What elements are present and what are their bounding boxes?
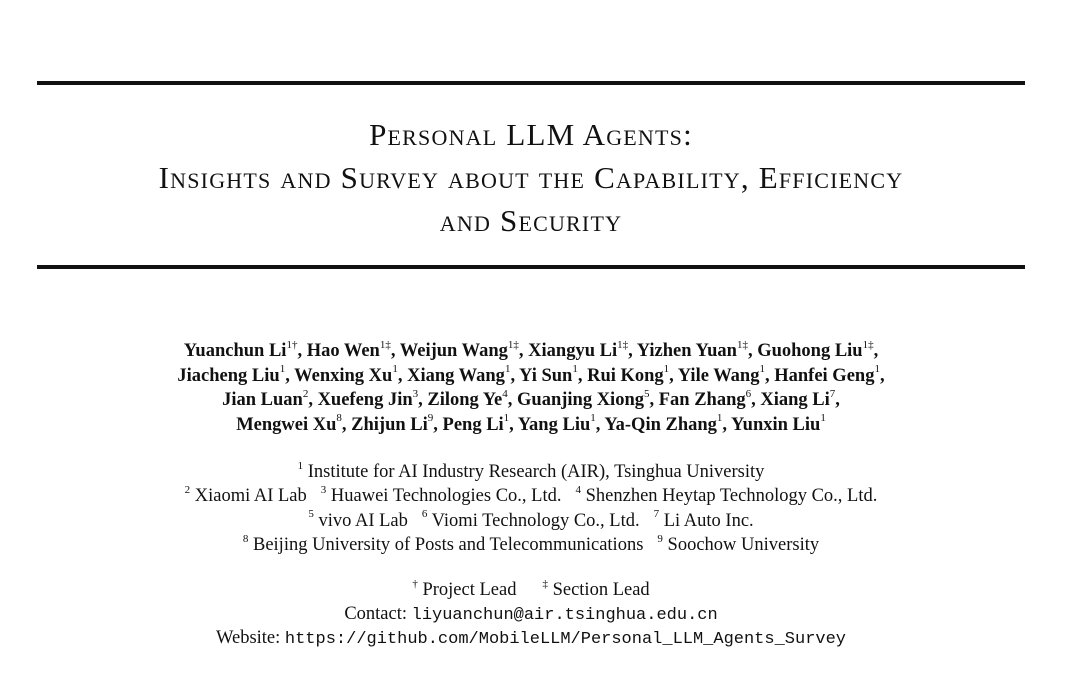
- affiliation: [321, 486, 562, 506]
- role-mark: †: [412, 577, 418, 590]
- author: [517, 412, 596, 435]
- author-affiliation-mark: 1: [392, 363, 398, 376]
- role-note: [412, 577, 517, 600]
- author-affiliation-mark: 2: [302, 387, 309, 400]
- affiliation: [308, 508, 408, 531]
- author: [351, 412, 434, 435]
- author-affiliation-mark: 4: [502, 387, 508, 400]
- author-affiliation-mark: 1‡: [736, 338, 748, 351]
- author-affiliation-mark: 1: [279, 363, 286, 376]
- author: [442, 412, 510, 435]
- footnotes: [37, 579, 1025, 652]
- author-name: Guanjing Xiong: [517, 390, 644, 410]
- title-line: Personal LLM Agents:: [369, 117, 693, 152]
- author-affiliation-mark: 5: [644, 387, 650, 400]
- role-note: [542, 577, 650, 600]
- title-line: Insights and Survey about the Capability, Efficiency: [158, 160, 904, 195]
- role-label: Section Lead: [552, 580, 650, 600]
- author: [517, 387, 650, 410]
- author-line: Mengwei Xu$^8$, Zhijun Li$^9$, Peng Li$^1$, Yang Liu$^1$, Ya-Qin Zhang$^1$, Yunxin Liu$^1$: [236, 412, 826, 435]
- author: [519, 363, 578, 386]
- website-label: Website:: [216, 628, 281, 648]
- author: [760, 387, 836, 410]
- top-rule: [37, 81, 1025, 85]
- affiliation-name: Xiaomi AI Lab: [194, 486, 307, 507]
- author: [774, 363, 880, 386]
- affiliation-mark: 6: [421, 508, 428, 521]
- author: [677, 363, 765, 386]
- author-name: Yunxin Liu: [731, 414, 821, 435]
- affiliation-mark: 3: [320, 484, 327, 497]
- role-legend: [37, 579, 1025, 603]
- author: [427, 387, 508, 410]
- affiliation: [297, 459, 765, 482]
- affiliation-name: Shenzhen Heytap Technology Co., Ltd.: [585, 486, 878, 507]
- author: [587, 363, 670, 386]
- affiliation-line: [37, 484, 1025, 508]
- author-affiliation-mark: 1‡: [507, 338, 519, 351]
- author-name: Fan Zhang: [658, 390, 746, 410]
- author-affiliation-mark: 1: [504, 363, 511, 376]
- affiliation-mark: 4: [575, 484, 581, 497]
- author-line: Jiacheng Liu$^1$, Wenxing Xu$^1$, Xiang Wang$^1$, Yi Sun$^1$, Rui Kong$^1$, Yile Wang$^1$, Hanfei Geng$^1$,: [177, 363, 885, 386]
- author-affiliation-mark: 1‡: [617, 338, 629, 351]
- author: [636, 338, 748, 361]
- author-affiliation-mark: 1‡: [862, 338, 874, 351]
- author-list: [37, 339, 1025, 437]
- author-affiliation-mark: 7: [829, 387, 836, 400]
- bottom-rule: [37, 265, 1025, 269]
- author-affiliation-mark: 1‡: [379, 338, 391, 351]
- website-line: [37, 627, 1025, 652]
- paper-title: [37, 113, 1025, 242]
- author-name: Jian Luan: [222, 390, 303, 410]
- author-name: Mengwei Xu: [236, 414, 337, 435]
- affiliation-line: [37, 460, 1025, 484]
- affiliation-name: Soochow University: [667, 534, 820, 555]
- author-name: Peng Li: [442, 414, 504, 435]
- author-name: Zilong Ye: [427, 390, 503, 410]
- role-label: Project Lead: [422, 580, 517, 600]
- author-name: Hao Wen: [306, 341, 380, 361]
- author-name: Weijun Wang: [399, 341, 508, 361]
- author-name: Ya-Qin Zhang: [604, 414, 717, 435]
- author: [757, 338, 874, 361]
- author-affiliation-mark: 1: [874, 363, 880, 376]
- affiliation: [242, 532, 644, 555]
- author: [183, 338, 298, 361]
- author-name: Rui Kong: [587, 365, 664, 386]
- author: [528, 338, 629, 361]
- author-affiliation-mark: 1: [759, 363, 765, 376]
- author-line: Jian Luan$^2$, Xuefeng Jin$^3$, Zilong Ye$^4$, Guanjing Xiong$^5$, Fan Zhang$^6$, Xiang Li$^7$,: [222, 387, 840, 410]
- author-affiliation-mark: 1†: [286, 338, 298, 351]
- author-name: Hanfei Geng: [774, 365, 875, 386]
- author-line: Yuanchun $Li^{1\dagger}$, Hao Wen$^{1\ddagger}$, Weijun Wang$^{1\ddagger}$, Xiangyu $Li^{1\ddagger}$, Yizhen Yuan$^{1\ddagger}$, Guohong Liu$^{1\ddagger}$,: [183, 338, 879, 361]
- affiliation-name: Viomi Technology Co., Ltd.: [431, 510, 640, 531]
- author: [294, 363, 398, 386]
- author-affiliation-mark: 6: [745, 387, 752, 400]
- author: [604, 412, 723, 435]
- author-name: Xiang Wang: [407, 365, 505, 386]
- author-name: Yi Sun: [519, 365, 573, 386]
- author: [658, 387, 752, 410]
- author-affiliation-mark: 1: [820, 412, 826, 425]
- author-affiliation-mark: 1: [572, 363, 578, 376]
- affiliation: [421, 508, 640, 531]
- author: [317, 387, 419, 410]
- author-affiliation-mark: 1: [590, 412, 596, 425]
- affiliation-list: [37, 460, 1025, 557]
- author-name: Guohong Liu: [757, 341, 863, 361]
- affiliation-name: Beijing University of Posts and Telecommunications: [252, 534, 644, 555]
- affiliation: [657, 532, 820, 555]
- author-affiliation-mark: 1: [503, 412, 510, 425]
- author: [177, 363, 286, 386]
- website-url-link[interactable]: https://github.com/MobileLLM/Personal_LLM_Agents_Survey: [284, 630, 846, 649]
- contact-email-link[interactable]: liyuanchun@air.tsinghua.edu.cn: [411, 605, 718, 625]
- author-affiliation-mark: 3: [412, 387, 419, 400]
- affiliation-mark: 5: [308, 508, 314, 521]
- affiliation: [576, 486, 878, 506]
- author: [731, 412, 826, 435]
- affiliation-name: Li Auto Inc.: [663, 510, 754, 531]
- affiliation-name: Huawei Technologies Co., Ltd.: [330, 486, 562, 507]
- affiliation-mark: 2: [184, 484, 191, 497]
- author-name: Yang Liu: [517, 414, 591, 435]
- affiliation: [185, 486, 307, 506]
- author: [222, 387, 309, 410]
- affiliation-line: [37, 509, 1025, 533]
- author-name: Wenxing Xu: [294, 365, 393, 386]
- author: [399, 338, 519, 361]
- author-affiliation-mark: 9: [427, 412, 434, 425]
- author-affiliation-mark: 1: [663, 363, 670, 376]
- author-name: Xiang Li: [760, 390, 830, 410]
- author-name: Yizhen Yuan: [636, 341, 737, 361]
- affiliation-name: Institute for AI Industry Research (AIR), Tsinghua University: [307, 462, 765, 482]
- author-name: Yuanchun Li: [183, 341, 287, 361]
- author: [306, 338, 391, 361]
- role-mark: ‡: [542, 577, 548, 590]
- affiliation-mark: 1: [297, 459, 304, 472]
- contact-line: [37, 603, 1025, 628]
- author-affiliation-mark: 8: [336, 412, 342, 425]
- affiliation-mark: 8: [242, 532, 249, 545]
- affiliation-mark: 7: [653, 508, 660, 521]
- author-name: Xiangyu Li: [528, 341, 618, 361]
- affiliation: [653, 508, 754, 531]
- author-name: Jiacheng Liu: [177, 365, 280, 386]
- author: [407, 363, 511, 386]
- author-name: Zhijun Li: [351, 414, 428, 435]
- title-line: and Security: [439, 203, 623, 238]
- author-affiliation-mark: 1: [716, 412, 723, 425]
- affiliation-line: [37, 533, 1025, 557]
- author-name: Xuefeng Jin: [317, 390, 413, 410]
- author-name: Yile Wang: [677, 365, 760, 386]
- author: [236, 412, 342, 435]
- affiliation-name: vivo AI Lab: [318, 510, 408, 531]
- contact-label: Contact:: [344, 603, 407, 624]
- affiliation-mark: 9: [657, 532, 663, 545]
